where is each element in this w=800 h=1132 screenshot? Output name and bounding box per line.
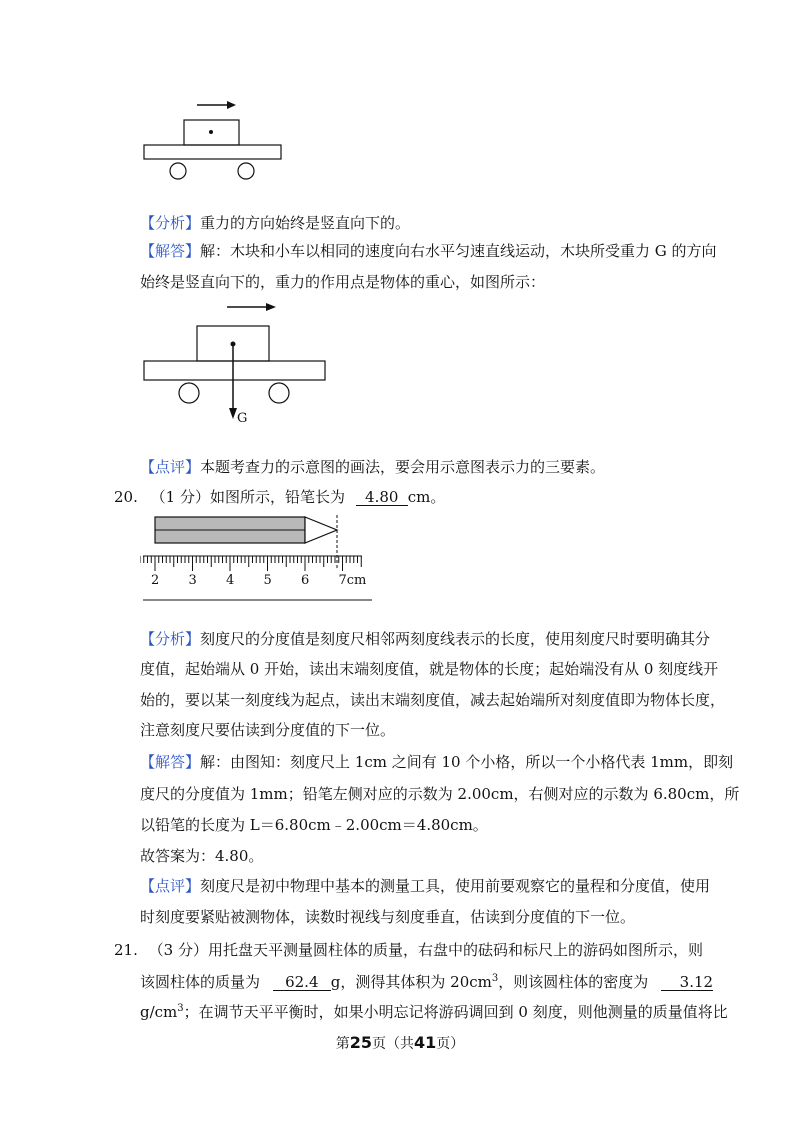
- q19-answer-line1: [140, 241, 717, 261]
- analysis-tag: 【分析】: [140, 214, 201, 232]
- page-footer: [0, 1033, 800, 1053]
- cart-body: [144, 145, 281, 159]
- q20-comment-line2: 时刻度要紧贴被测物体，读数时视线与刻度垂直，估读到分度值的下一位。: [140, 908, 636, 926]
- cart-wheel-right: [238, 163, 254, 179]
- q21-line2: [140, 969, 713, 992]
- q21-line1: [114, 940, 703, 960]
- question-text: （3 分）用托盘天平测量圆柱体的质量，右盘中的砝码和标尺上的游码如图所示，则: [148, 941, 703, 959]
- answer-tag: 【解答】: [140, 753, 201, 771]
- cart-body: [144, 361, 325, 380]
- footer-text: 页（共: [372, 1036, 414, 1052]
- q19-answer-line2: 始终是竖直向下的，重力的作用点是物体的重心，如图所示：: [140, 273, 546, 291]
- ruler-ticks: [140, 556, 361, 571]
- gravity-label: G: [237, 411, 248, 426]
- superscript: 3: [491, 973, 499, 984]
- question-text: ；在调节天平平衡时，如果小明忘记将游码调回到 0 刻度，则他测量的质量值将比: [183, 1003, 728, 1021]
- question-text: 该圆柱体的质量为: [140, 973, 261, 991]
- cart-wheel-left: [179, 383, 199, 403]
- q20-comment-line1: [140, 876, 710, 896]
- ruler-figure: [140, 512, 375, 604]
- unit: cm。: [407, 488, 446, 506]
- q20-analysis-line1: [140, 629, 710, 649]
- footer-text: 页）: [436, 1036, 465, 1052]
- cart-wheel-left: [170, 163, 186, 179]
- analysis-text: 刻度尺的分度值是刻度尺相邻两刻度线表示的长度，使用刻度尺时要明确其分: [200, 630, 711, 648]
- ruler-tick-label: 2: [151, 573, 160, 588]
- question-text: g，测得其体积为 20cm: [330, 973, 492, 991]
- ruler-tick-label: 5: [263, 573, 272, 588]
- total-pages: 41: [414, 1033, 437, 1052]
- question-number: 20.: [114, 488, 138, 506]
- analysis-tag: 【分析】: [140, 630, 201, 648]
- q20-analysis-line4: 注意刻度尺要估读到分度值的下一位。: [140, 721, 396, 739]
- q20-answer-line3: 以铅笔的长度为 L＝6.80cm﹣2.00cm＝4.80cm。: [140, 816, 488, 834]
- q19-comment: [140, 457, 605, 477]
- comment-tag: 【点评】: [140, 458, 201, 476]
- q21-line3: [140, 999, 728, 1022]
- footer-text: 第: [335, 1036, 350, 1052]
- ruler-tick-label: 3: [188, 573, 197, 588]
- density-unit: g/cm: [140, 1003, 178, 1021]
- question-number: 21.: [114, 941, 138, 959]
- velocity-arrowhead: [227, 101, 236, 109]
- density-blank: 3.12: [661, 974, 713, 991]
- answer-text: 解：木块和小车以相同的速度向右水平匀速直线运动，木块所受重力 G 的方向: [200, 242, 717, 260]
- q20-answer-line1: [140, 752, 733, 772]
- question-text: （1 分）如图所示，铅笔长为: [150, 488, 345, 506]
- velocity-arrowhead: [266, 303, 276, 311]
- gravity-arrowhead: [229, 408, 237, 419]
- center-of-gravity-dot: [209, 130, 213, 134]
- answer-text: 解：由图知：刻度尺上 1cm 之间有 10 个小格，所以一个小格代表 1mm，即刻: [200, 753, 734, 771]
- cart-wheel-right: [269, 383, 289, 403]
- q20-answer-line2: 度尺的分度值为 1mm；铅笔左侧对应的示数为 2.00cm，右侧对应的示数为 6.80cm，所: [140, 785, 740, 803]
- page-number: 25: [349, 1033, 372, 1052]
- pencil-tip: [305, 517, 337, 543]
- q20-analysis-line3: 始的，要以某一刻度线为起点，读出末端刻度值，减去起始端所对刻度值即为物体长度，: [140, 691, 726, 709]
- analysis-text: 重力的方向始终是竖直向下的。: [200, 214, 411, 232]
- ruler-tick-label: 6: [301, 573, 310, 588]
- cart-figure-question: [140, 95, 290, 190]
- ruler-tick-label: 4: [226, 573, 235, 588]
- answer-tag: 【解答】: [140, 242, 201, 260]
- q20-final-answer: 故答案为：4.80。: [140, 847, 264, 865]
- mass-blank: 62.4: [273, 974, 331, 991]
- ruler-tick-labels: [151, 573, 366, 588]
- superscript: 3: [177, 1003, 184, 1014]
- q19-analysis: [140, 213, 410, 233]
- comment-text: 刻度尺是初中物理中基本的测量工具，使用前要观察它的量程和分度值，使用: [200, 877, 711, 895]
- q20-analysis-line2: 度值，起始端从 0 开始，读出末端刻度值，就是物体的长度；起始端没有从 0 刻度线开: [140, 660, 719, 678]
- comment-tag: 【点评】: [140, 877, 201, 895]
- q20-stem: [114, 487, 445, 507]
- ruler-tick-label: 7cm: [338, 573, 367, 588]
- answer-blank: 4.80: [356, 489, 408, 506]
- comment-text: 本题考查力的示意图的画法，要会用示意图表示力的三要素。: [200, 458, 606, 476]
- cart-figure-answer: [140, 295, 335, 430]
- question-text: ，则该圆柱体的密度为: [498, 973, 649, 991]
